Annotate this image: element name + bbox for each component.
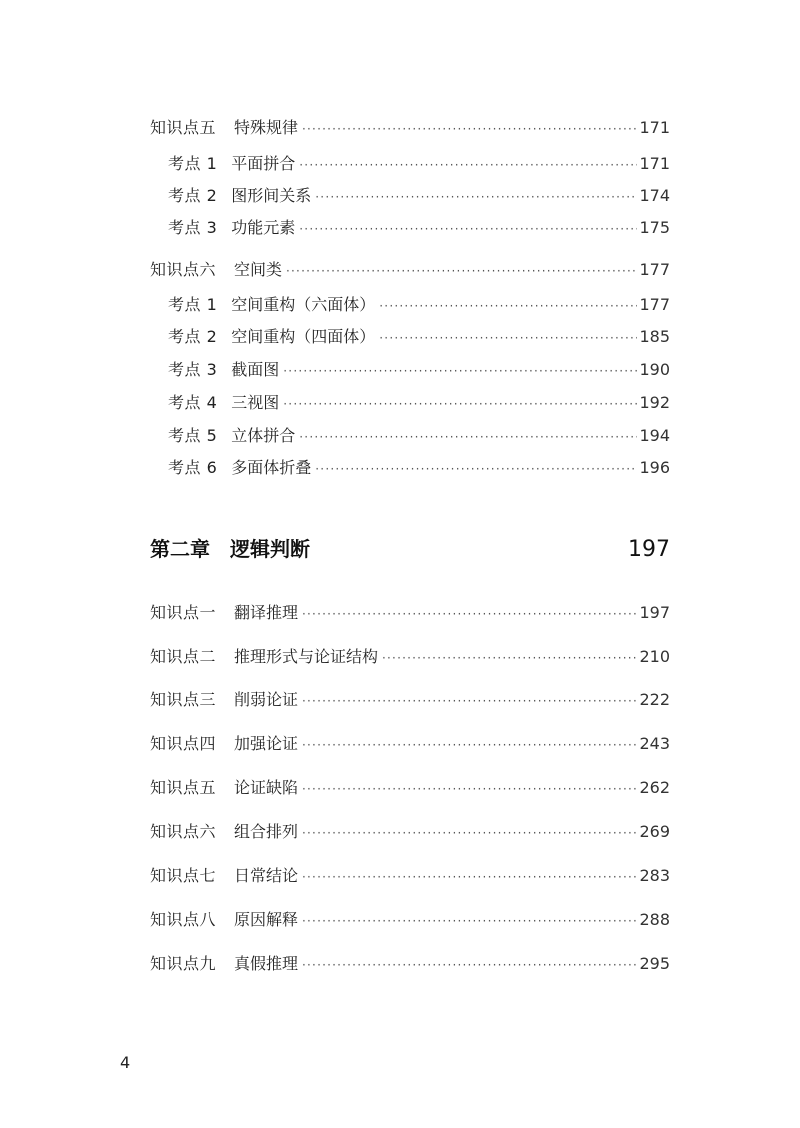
entry-prefix: 考点 6 xyxy=(168,458,218,477)
dot-leader xyxy=(299,427,637,447)
entry-title: 日常结论 xyxy=(234,866,299,885)
entry-title: 功能元素 xyxy=(231,218,296,237)
toc-subentry[interactable] xyxy=(168,295,670,316)
dot-leader xyxy=(382,648,637,668)
entry-page-number: 283 xyxy=(639,866,670,885)
entry-prefix: 知识点九 xyxy=(150,954,217,973)
toc-entry[interactable] xyxy=(150,822,670,843)
toc-entry[interactable] xyxy=(150,778,670,799)
toc-entry[interactable] xyxy=(150,910,670,931)
entry-title: 论证缺陷 xyxy=(234,778,299,797)
toc-subentry[interactable] xyxy=(168,458,670,479)
entry-title: 空间重构（六面体） xyxy=(231,295,376,314)
entry-prefix: 知识点八 xyxy=(150,910,217,929)
entry-title: 多面体折叠 xyxy=(231,458,312,477)
entry-page-number: 222 xyxy=(639,690,670,709)
dot-leader xyxy=(283,361,637,381)
toc-entry[interactable] xyxy=(150,866,670,887)
chapter-page-number: 197 xyxy=(628,537,670,562)
entry-prefix: 考点 2 xyxy=(168,186,218,205)
chapter-title: 逻辑判断 xyxy=(230,537,310,561)
toc-entry[interactable] xyxy=(150,690,670,711)
dot-leader xyxy=(302,823,637,843)
entry-prefix: 知识点三 xyxy=(150,690,217,709)
entry-prefix: 考点 5 xyxy=(168,426,218,445)
entry-prefix: 知识点七 xyxy=(150,866,217,885)
entry-page-number: 210 xyxy=(639,647,670,666)
entry-prefix: 考点 3 xyxy=(168,218,218,237)
entry-prefix: 考点 1 xyxy=(168,154,218,173)
entry-prefix: 考点 1 xyxy=(168,295,218,314)
entry-page-number: 288 xyxy=(639,910,670,929)
toc-entry[interactable] xyxy=(150,647,670,668)
entry-page-number: 194 xyxy=(639,426,670,445)
toc-subentry[interactable] xyxy=(168,426,670,447)
toc-entry[interactable] xyxy=(150,260,670,281)
toc-entry[interactable] xyxy=(150,734,670,755)
entry-page-number: 177 xyxy=(639,295,670,314)
entry-page-number: 190 xyxy=(639,360,670,379)
dot-leader xyxy=(302,735,637,755)
entry-page-number: 262 xyxy=(639,778,670,797)
entry-prefix: 知识点一 xyxy=(150,603,217,622)
entry-page-number: 175 xyxy=(639,218,670,237)
dot-leader xyxy=(302,911,637,931)
dot-leader xyxy=(302,691,637,711)
dot-leader xyxy=(315,459,637,479)
dot-leader xyxy=(379,328,637,348)
dot-leader xyxy=(302,604,637,624)
entry-prefix: 考点 4 xyxy=(168,393,218,412)
toc-subentry[interactable] xyxy=(168,393,670,414)
entry-prefix: 知识点二 xyxy=(150,647,217,666)
toc-subentry[interactable] xyxy=(168,360,670,381)
dot-leader xyxy=(299,219,637,239)
entry-title: 推理形式与论证结构 xyxy=(234,647,379,666)
entry-prefix: 知识点六 xyxy=(150,822,217,841)
dot-leader xyxy=(302,955,637,975)
entry-prefix: 知识点五 xyxy=(150,778,217,797)
entry-prefix: 考点 2 xyxy=(168,327,218,346)
entry-prefix: 知识点四 xyxy=(150,734,217,753)
entry-title: 翻译推理 xyxy=(234,603,299,622)
entry-page-number: 196 xyxy=(639,458,670,477)
toc-entry[interactable] xyxy=(150,954,670,975)
toc-subentry[interactable] xyxy=(168,154,670,175)
entry-page-number: 192 xyxy=(639,393,670,412)
toc-subentry[interactable] xyxy=(168,327,670,348)
entry-title: 加强论证 xyxy=(234,734,299,753)
entry-page-number: 269 xyxy=(639,822,670,841)
dot-leader xyxy=(302,867,637,887)
chapter-prefix: 第二章 xyxy=(150,537,210,561)
dot-leader xyxy=(315,187,637,207)
entry-page-number: 171 xyxy=(639,118,670,137)
entry-page-number: 185 xyxy=(639,327,670,346)
entry-prefix: 考点 3 xyxy=(168,360,218,379)
entry-title: 空间类 xyxy=(234,260,283,279)
entry-title: 真假推理 xyxy=(234,954,299,973)
entry-title: 平面拼合 xyxy=(231,154,296,173)
dot-leader xyxy=(302,119,637,139)
entry-title: 组合排列 xyxy=(234,822,299,841)
entry-title: 空间重构（四面体） xyxy=(231,327,376,346)
dot-leader xyxy=(379,296,637,316)
entry-prefix: 知识点五 xyxy=(150,118,217,137)
entry-page-number: 171 xyxy=(639,154,670,173)
entry-title: 图形间关系 xyxy=(231,186,312,205)
entry-title: 三视图 xyxy=(231,393,280,412)
entry-title: 削弱论证 xyxy=(234,690,299,709)
entry-page-number: 243 xyxy=(639,734,670,753)
dot-leader xyxy=(283,394,637,414)
dot-leader xyxy=(286,261,637,281)
dot-leader xyxy=(299,155,637,175)
toc-subentry[interactable] xyxy=(168,186,670,207)
toc-entry[interactable] xyxy=(150,118,670,139)
entry-prefix: 知识点六 xyxy=(150,260,217,279)
toc-entry[interactable] xyxy=(150,603,670,624)
entry-title: 特殊规律 xyxy=(234,118,299,137)
entry-page-number: 177 xyxy=(639,260,670,279)
chapter-heading[interactable] xyxy=(150,536,670,563)
dot-leader xyxy=(302,779,637,799)
entry-page-number: 174 xyxy=(639,186,670,205)
entry-title: 立体拼合 xyxy=(231,426,296,445)
entry-page-number: 295 xyxy=(639,954,670,973)
page-number: 4 xyxy=(120,1053,131,1072)
entry-title: 截面图 xyxy=(231,360,280,379)
toc-subentry[interactable] xyxy=(168,218,670,239)
entry-page-number: 197 xyxy=(639,603,670,622)
entry-title: 原因解释 xyxy=(234,910,299,929)
